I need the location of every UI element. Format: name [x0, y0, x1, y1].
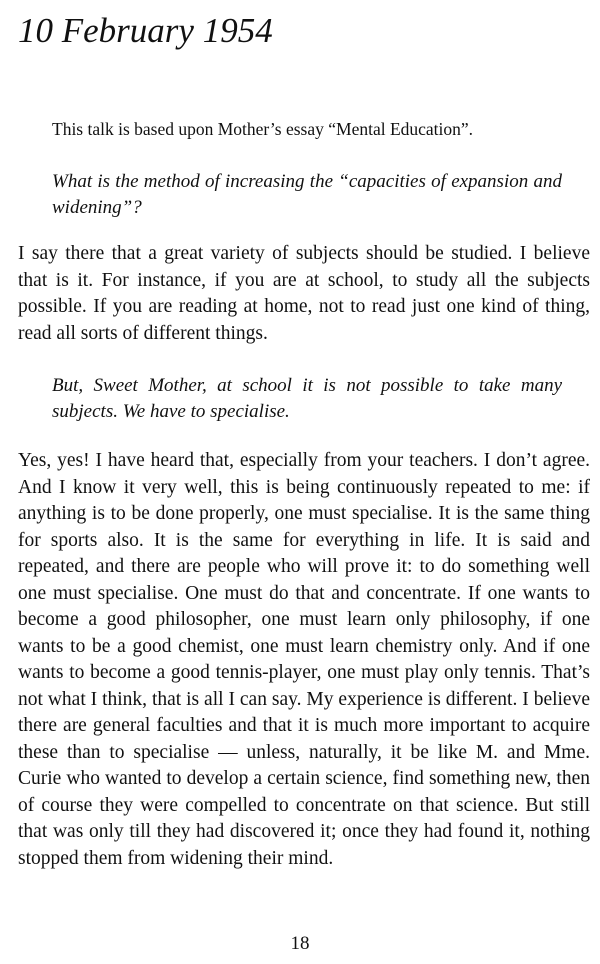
question-paragraph-1: What is the method of increasing the “capacities of expansion and widening”?: [52, 171, 562, 218]
intro-note: This talk is based upon Mother’s essay “Mental Education”.: [52, 119, 474, 139]
page-number: 18: [290, 933, 310, 954]
question-paragraph-2: But, Sweet Mother, at school it is not possible to take many subjects. We have to specialise.: [52, 375, 562, 422]
page-title: 10 February 1954: [18, 11, 273, 50]
answer-paragraph-1: I say there that a great variety of subjects should be studied. I believe that is it. For instance, if you are at school, to study all the subjects possible. If you are reading at home, not to read just one kind of thing, read all sorts of different things.: [18, 243, 590, 344]
answer-paragraph-2: Yes, yes! I have heard that, especially from your teachers. I don’t agree. And I know it very well, this is being continuously repeated to me: if anything is to be done properly, one must specialise. It is the same thing for sports also. It is the same for everything in life. It is said and repeated, and there are people who will prove it: to do something well one must specialise. One must do that and concentrate. If one wants to become a good philosopher, one must learn only philosophy, if one wants to be a good chemist, one must learn chemistry only. And if one wants to become a good tennis-player, one must play only tennis. That’s not what I think, that is all I can say. My experience is different. I believe there are general faculties and that it is much more important to acquire these than to specialise — unless, naturally, it be like M. and Mme. Curie who wanted to develop a certain science, find something new, then of course they were compelled to concentrate on that science. But still that was only till they had discovered it; once they had found it, nothing stopped them from widening their mind.: [18, 450, 590, 869]
